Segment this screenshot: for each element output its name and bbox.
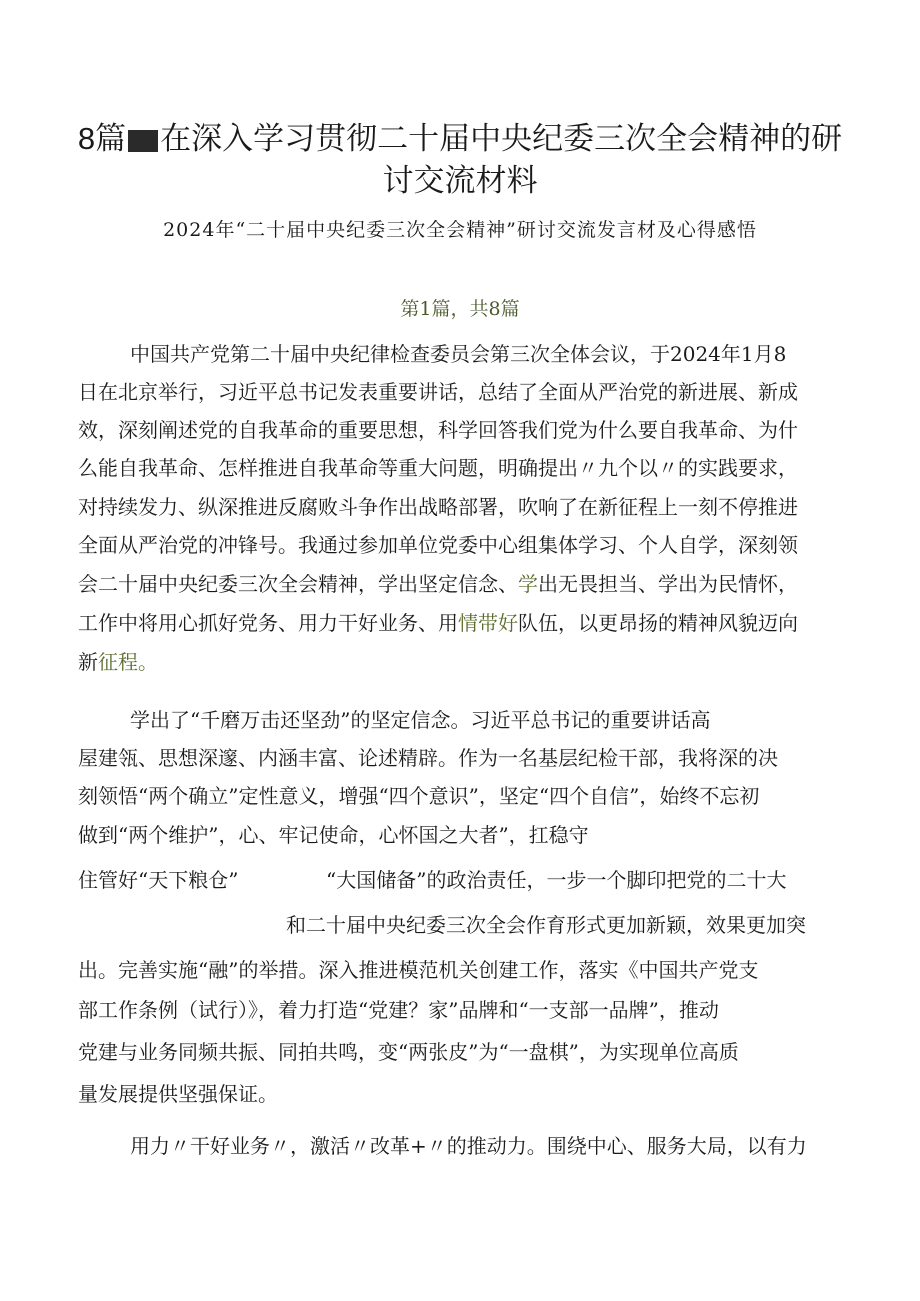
title-pian: 篇 [95, 121, 127, 157]
p2-line-5a: 住管好“天下粮仓” [78, 868, 239, 892]
p1-line-9-highlight: 征程。 [98, 650, 158, 674]
p1-line-6: 全面从严治党的冲锋号。我通过参加单位党委中心组集体学习、个人自学，深刻领 [78, 533, 798, 557]
p2-line-2: 屋建瓴、思想深邃、内涵丰富、论述精辟。作为一名基层纪检干部，我将深的决 [78, 746, 778, 770]
document-title [70, 118, 850, 202]
redaction-mark-icon [128, 130, 158, 152]
title-line-1 [70, 118, 850, 160]
p2-line-7: 出。完善实施“融”的举措。深入推进模范机关创建工作，落实《中国共产党支 [78, 958, 759, 982]
p1-line-8-b: 队伍，以更昂扬的精神风貌迈向 [518, 611, 798, 635]
p1-line-8-highlight: 情带好 [458, 611, 518, 635]
p1-line-7-highlight: 学 [518, 572, 538, 596]
p1-line-9-a: 新 [78, 650, 98, 674]
part-label: 第1篇，共8篇 [400, 298, 520, 320]
p1-line-3: 效，深刻阐述党的自我革命的重要思想，科学回答我们党为什么要自我革命、为什 [78, 418, 798, 442]
p1-line-7 [78, 569, 798, 599]
p2-line-6: 和二十届中央纪委三次全会作育形式更加新颖，效果更加突 [286, 913, 806, 937]
p2-line-4: 做到“两个维护”，心、牢记使命，心怀国之大者”，扛稳守 [78, 823, 589, 847]
title-line-2: 讨交流材料 [382, 163, 538, 199]
p2-line-1: 学出了“千磨万击还坚劲”的坚定信念。习近平总书记的重要讲话高 [130, 708, 711, 732]
p1-line-8 [78, 608, 798, 638]
p2-line-8: 部工作条例（试行）》，着力打造“党建？家”品牌和“一支部一品牌”，推动 [78, 998, 719, 1022]
title-line-1-text: 在深入学习贯彻二十届中央纪委三次全会精神的研 [160, 121, 843, 157]
p1-line-2: 日在北京举行，习近平总书记发表重要讲话，总结了全面从严治党的新进展、新成 [78, 380, 798, 404]
p3-line-1: 用力〃干好业务〃，激活〃改革+〃的推动力。围绕中心、服务大局，以有力 [130, 1134, 807, 1158]
p2-line-9: 党建与业务同频共振、同拍共鸣，变“两张皮”为“一盘棋”，为实现单位高质 [78, 1040, 739, 1064]
p1-line-8-a: 工作中将用心抓好党务、用力干好业务、用 [78, 611, 458, 635]
p1-line-1: 中国共产党第二十届中央纪律检查委员会第三次全体会议，于2024年1月8 [130, 342, 787, 366]
p2-line-10: 量发展提供坚强保证。 [78, 1082, 278, 1106]
p1-line-7-b: 出无畏担当、学出为民情怀， [538, 572, 798, 596]
p2-line-5b: “大国储备”的政治责任，一步一个脚印把党的二十大 [326, 868, 787, 892]
p1-line-9 [78, 647, 158, 677]
p2-line-3: 刻领悟“两个确立”定性意义，增强“四个意识”，坚定“四个自信”，始终不忘初 [78, 784, 760, 808]
subtitle: 2024年“二十届中央纪委三次全会精神”研讨交流发言材及心得感悟 [163, 219, 757, 241]
title-number: 8 [77, 121, 96, 156]
p1-line-5: 对持续发力、纵深推进反腐败斗争作出战略部署，吹响了在新征程上一刻不停推进 [78, 495, 798, 519]
p1-line-7-a: 会二十届中央纪委三次全会精神，学出坚定信念、 [78, 572, 518, 596]
p1-line-4: 么能自我革命、怎样推进自我革命等重大问题，明确提出〃九个以〃的实践要求， [78, 456, 798, 480]
